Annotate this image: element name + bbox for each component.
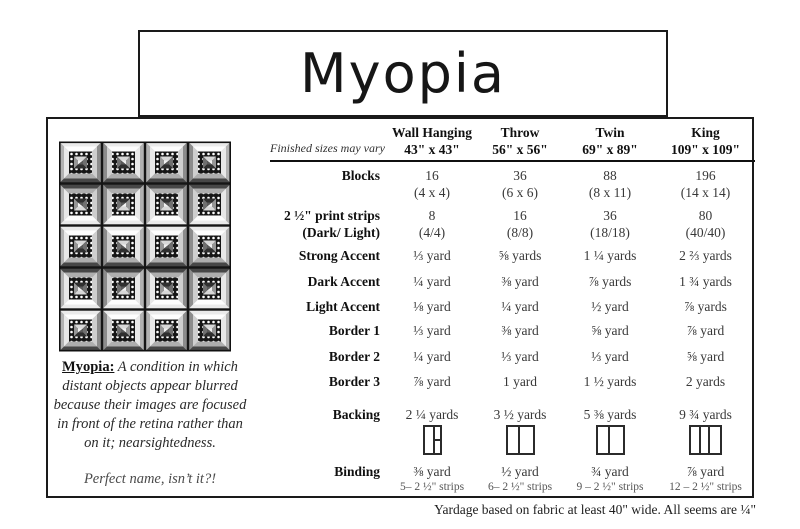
column-header-twin: Twin 69" x 89"	[582, 125, 638, 157]
table-row-border-3: Border 3 ⅞ yard 1 yard 1 ½ yards 2 yards	[328, 374, 726, 389]
backing-three-panel-icon	[689, 425, 722, 455]
backing-two-panel-icon	[506, 425, 535, 455]
backing-two-panel-seam-icon	[423, 425, 442, 455]
backing-two-panel-icon	[596, 425, 625, 455]
yardage-footnote: Yardage based on fabric at least 40" wide. All seems are ¼"	[434, 502, 756, 517]
pattern-sheet	[46, 117, 754, 498]
table-header	[270, 124, 755, 158]
definition-term: Myopia:	[62, 359, 115, 375]
table-row-strong-accent: Strong Accent ⅓ yard ⅝ yards 1 ¼ yards 2 ⅔ yards	[298, 248, 732, 263]
table-row-print-strips: 2 ½" print strips (Dark/ Light) 8 (4/4) 16 (8/8) 36 (18/18) 80 (40/40)	[283, 208, 726, 240]
table-row-backing: Backing 2 ¼ yards 3 ½ yards 5 ⅜ yards 9 ¾ yards	[332, 407, 732, 422]
table-row-blocks: Blocks 16 (4 x 4) 36 (6 x 6) 88 (8 x 11) 196 (14 x 14)	[341, 168, 731, 200]
title-box	[138, 30, 668, 117]
quilt-svg	[59, 141, 231, 352]
definition-text	[51, 358, 249, 453]
table-row-border-2: Border 2 ¼ yard ⅓ yard ⅓ yard ⅝ yard	[328, 349, 725, 364]
table-row-binding: Binding ⅜ yard 5– 2 ½" strips ½ yard 6– 2 ½" strips ¾ yard 9 – 2 ½" strips ⅞ yard 12 – 2 ½" strips	[334, 464, 742, 493]
page-title: Myopia	[300, 42, 506, 105]
backing-diagrams-row	[270, 425, 755, 455]
table-row-border-1: Border 1 ⅓ yard ⅜ yard ⅝ yard ⅞ yard	[328, 323, 725, 338]
header-rule	[270, 160, 755, 162]
column-header-throw: Throw 56" x 56"	[492, 125, 548, 157]
definition-block	[51, 358, 249, 489]
table-row-light-accent: Light Accent ⅛ yard ¼ yard ½ yard ⅞ yards	[306, 299, 727, 314]
sizes-table	[270, 119, 755, 494]
table-row-dark-accent: Dark Accent ¼ yard ⅜ yard ⅞ yards 1 ¾ yards	[307, 274, 732, 289]
definition-tagline: Perfect name, isn’t it?!	[83, 471, 217, 487]
column-header-wall-hanging: Wall Hanging 43" x 43"	[392, 125, 472, 157]
table-note: Finished sizes may vary	[270, 141, 385, 155]
column-header-king: King 109" x 109"	[671, 125, 740, 157]
quilt-preview-image	[59, 141, 231, 352]
definition-body: A condition in which distant objects appear blurred because their images are focused in front of the retina rather than on it; nearsightedness.	[53, 359, 247, 451]
